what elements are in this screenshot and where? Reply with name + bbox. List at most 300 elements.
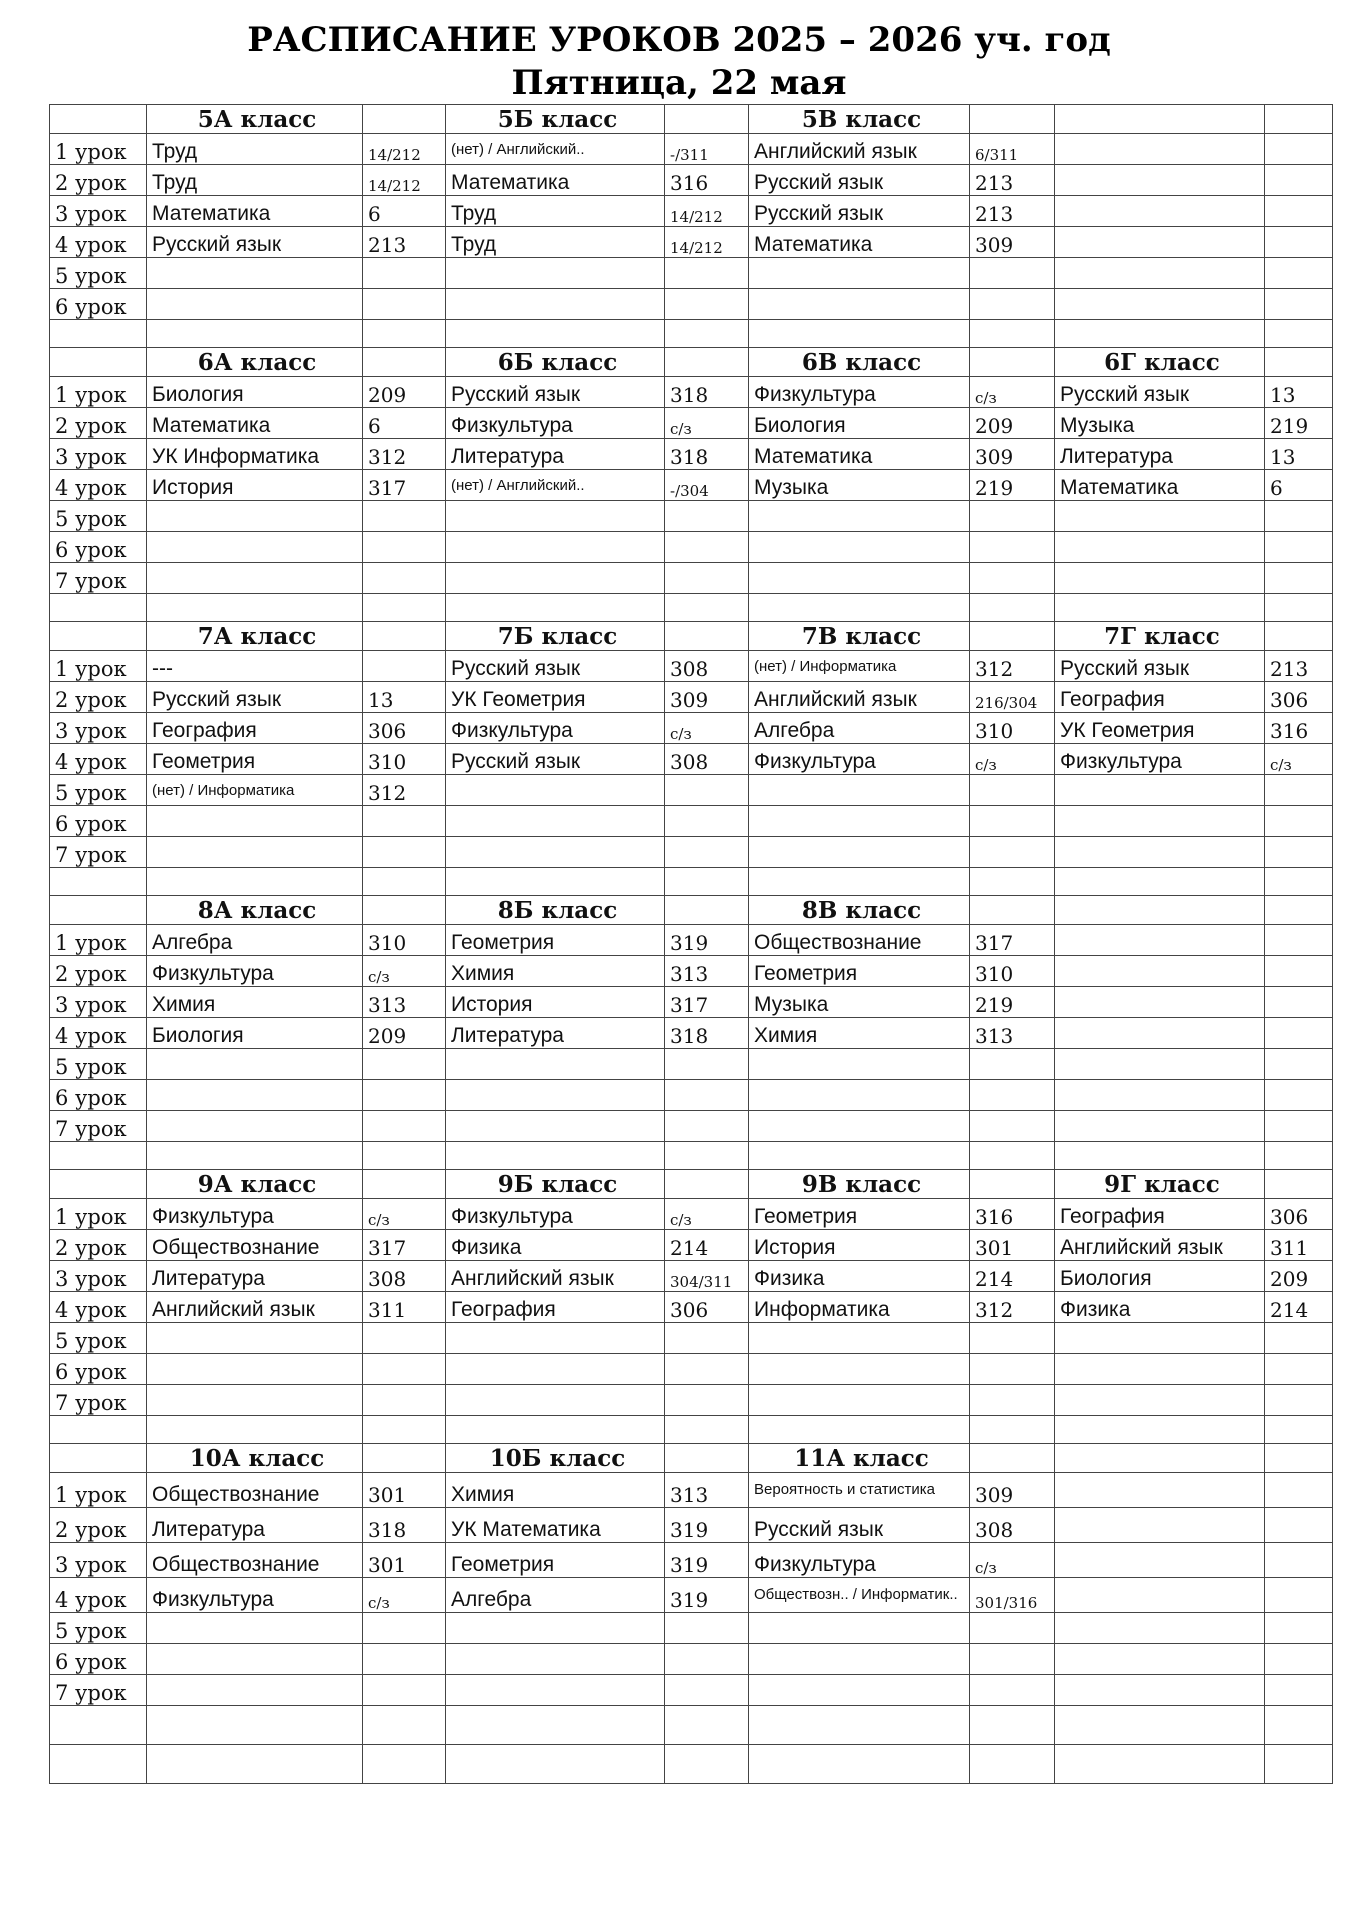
room-cell xyxy=(363,532,446,563)
class-name: 6В класс xyxy=(749,348,970,377)
class-name xyxy=(1055,896,1265,925)
spacer-cell xyxy=(147,868,363,896)
lesson-header-cell xyxy=(50,622,147,651)
subject-cell xyxy=(749,1613,970,1644)
class-name: 10Б класс xyxy=(446,1444,665,1473)
subject-cell xyxy=(147,258,363,289)
table-row xyxy=(50,532,1333,563)
room-cell xyxy=(1265,987,1333,1018)
room-cell: 301 xyxy=(363,1543,446,1578)
lesson-number: 3 урок xyxy=(50,987,147,1018)
spacer-cell xyxy=(1055,320,1265,348)
room-cell: 319 xyxy=(665,925,749,956)
room-cell: 14/212 xyxy=(363,134,446,165)
subject-cell: Вероятность и статистика xyxy=(749,1473,970,1508)
subject-cell: Обществознание xyxy=(147,1543,363,1578)
spacer-cell xyxy=(749,1706,970,1745)
room-cell xyxy=(665,532,749,563)
lesson-header-cell xyxy=(50,348,147,377)
room-cell: с/з xyxy=(665,1199,749,1230)
subject-cell: Русский язык xyxy=(147,227,363,258)
subject-cell xyxy=(446,1613,665,1644)
room-cell: 213 xyxy=(1265,651,1333,682)
spacer-cell xyxy=(970,868,1055,896)
room-cell: 219 xyxy=(1265,408,1333,439)
spacer-cell xyxy=(50,1745,147,1784)
room-cell: 317 xyxy=(665,987,749,1018)
room-cell: 306 xyxy=(363,713,446,744)
subject-cell: Русский язык xyxy=(1055,377,1265,408)
room-cell xyxy=(970,1675,1055,1706)
subject-cell xyxy=(147,1675,363,1706)
subject-cell xyxy=(147,1354,363,1385)
room-header-cell xyxy=(665,896,749,925)
lesson-header-cell xyxy=(50,1170,147,1199)
subject-cell: Физкультура xyxy=(446,713,665,744)
spacer-cell xyxy=(665,1416,749,1444)
class-header-row xyxy=(50,348,1333,377)
room-cell xyxy=(1265,1578,1333,1613)
spacer-cell xyxy=(363,320,446,348)
room-header-cell xyxy=(1265,348,1333,377)
room-header-cell xyxy=(363,622,446,651)
class-name: 8В класс xyxy=(749,896,970,925)
room-cell xyxy=(1265,956,1333,987)
spacer-cell xyxy=(1055,1416,1265,1444)
subject-cell xyxy=(446,1385,665,1416)
subject-cell xyxy=(1055,956,1265,987)
spacer-cell xyxy=(446,868,665,896)
subject-cell: (нет) / Информатика xyxy=(749,651,970,682)
room-header-cell xyxy=(363,105,446,134)
subject-cell: (нет) / Английский.. xyxy=(446,134,665,165)
spacer-cell xyxy=(50,1416,147,1444)
class-name: 5В класс xyxy=(749,105,970,134)
room-header-cell xyxy=(1265,1444,1333,1473)
class-name: 7А класс xyxy=(147,622,363,651)
subject-cell xyxy=(147,1644,363,1675)
subject-cell xyxy=(446,806,665,837)
subject-cell: Физика xyxy=(446,1230,665,1261)
subject-cell xyxy=(1055,1508,1265,1543)
room-cell: 6 xyxy=(1265,470,1333,501)
lesson-number: 3 урок xyxy=(50,1261,147,1292)
spacer-cell xyxy=(1055,1706,1265,1745)
subject-cell xyxy=(147,289,363,320)
spacer-cell xyxy=(970,594,1055,622)
subject-cell: Физкультура xyxy=(147,1578,363,1613)
lesson-number: 4 урок xyxy=(50,227,147,258)
subject-cell: Английский язык xyxy=(749,134,970,165)
room-cell xyxy=(1265,925,1333,956)
room-cell: 318 xyxy=(665,1018,749,1049)
subject-cell: Математика xyxy=(446,165,665,196)
subject-cell xyxy=(147,1111,363,1142)
table-row xyxy=(50,1578,1333,1613)
table-row xyxy=(50,1385,1333,1416)
room-header-cell xyxy=(665,1444,749,1473)
spacer-row xyxy=(50,320,1333,348)
subject-cell: Физкультура xyxy=(147,956,363,987)
room-cell: 301 xyxy=(970,1230,1055,1261)
spacer-cell xyxy=(446,1416,665,1444)
spacer-cell xyxy=(1265,320,1333,348)
room-cell: 318 xyxy=(363,1508,446,1543)
room-cell: 6/311 xyxy=(970,134,1055,165)
subject-cell: УК Информатика xyxy=(147,439,363,470)
subject-cell: Химия xyxy=(446,1473,665,1508)
spacer-cell xyxy=(970,320,1055,348)
table-row xyxy=(50,1613,1333,1644)
class-name: 5А класс xyxy=(147,105,363,134)
subject-cell xyxy=(446,1323,665,1354)
subject-cell xyxy=(1055,563,1265,594)
room-cell xyxy=(1265,165,1333,196)
subject-cell: География xyxy=(147,713,363,744)
subject-cell xyxy=(446,1080,665,1111)
room-cell xyxy=(665,1675,749,1706)
room-cell xyxy=(665,258,749,289)
room-cell xyxy=(1265,806,1333,837)
subject-cell: Английский язык xyxy=(1055,1230,1265,1261)
room-cell: с/з xyxy=(363,1199,446,1230)
room-header-cell xyxy=(1265,622,1333,651)
subject-cell xyxy=(1055,1675,1265,1706)
room-cell xyxy=(665,775,749,806)
room-cell xyxy=(970,1049,1055,1080)
spacer-cell xyxy=(363,594,446,622)
room-cell xyxy=(665,1111,749,1142)
subject-cell xyxy=(749,1111,970,1142)
room-header-cell xyxy=(970,105,1055,134)
room-cell: 13 xyxy=(363,682,446,713)
subject-cell: Русский язык xyxy=(446,377,665,408)
room-cell: 209 xyxy=(363,1018,446,1049)
room-cell xyxy=(970,1613,1055,1644)
lesson-number: 5 урок xyxy=(50,1613,147,1644)
subject-cell: Литература xyxy=(147,1261,363,1292)
subject-cell: Алгебра xyxy=(147,925,363,956)
table-row xyxy=(50,1543,1333,1578)
room-cell: с/з xyxy=(970,377,1055,408)
subject-cell: Русский язык xyxy=(749,196,970,227)
table-row xyxy=(50,987,1333,1018)
room-cell: 318 xyxy=(665,377,749,408)
room-header-cell xyxy=(1265,896,1333,925)
subject-cell: Математика xyxy=(749,227,970,258)
spacer-cell xyxy=(1055,1745,1265,1784)
subject-cell xyxy=(749,1644,970,1675)
table-row xyxy=(50,1261,1333,1292)
class-name: 10А класс xyxy=(147,1444,363,1473)
class-name: 6Г класс xyxy=(1055,348,1265,377)
spacer-cell xyxy=(363,1706,446,1745)
spacer-cell xyxy=(147,320,363,348)
room-cell: 316 xyxy=(1265,713,1333,744)
room-cell xyxy=(363,1323,446,1354)
room-cell xyxy=(363,258,446,289)
room-cell xyxy=(363,1111,446,1142)
lesson-number: 2 урок xyxy=(50,1230,147,1261)
subject-cell: Обществозн.. / Информатик.. xyxy=(749,1578,970,1613)
room-header-cell xyxy=(970,896,1055,925)
room-cell: 313 xyxy=(363,987,446,1018)
spacer-cell xyxy=(970,1416,1055,1444)
room-cell: с/з xyxy=(363,956,446,987)
spacer-cell xyxy=(1265,594,1333,622)
room-cell: 6 xyxy=(363,196,446,227)
subject-cell xyxy=(446,1111,665,1142)
spacer-row xyxy=(50,1142,1333,1170)
table-row xyxy=(50,258,1333,289)
room-cell xyxy=(665,1644,749,1675)
room-cell: 213 xyxy=(363,227,446,258)
room-cell: с/з xyxy=(665,408,749,439)
room-cell: с/з xyxy=(363,1578,446,1613)
lesson-number: 4 урок xyxy=(50,1018,147,1049)
room-header-cell xyxy=(970,1444,1055,1473)
room-cell: 209 xyxy=(363,377,446,408)
subject-cell xyxy=(446,258,665,289)
subject-cell xyxy=(1055,806,1265,837)
lesson-number: 6 урок xyxy=(50,806,147,837)
lesson-number: 6 урок xyxy=(50,1644,147,1675)
subject-cell xyxy=(446,1644,665,1675)
room-cell: 318 xyxy=(665,439,749,470)
room-cell xyxy=(970,1323,1055,1354)
subject-cell xyxy=(1055,134,1265,165)
subject-cell xyxy=(1055,1018,1265,1049)
room-cell xyxy=(363,806,446,837)
room-cell xyxy=(363,1613,446,1644)
lesson-number: 7 урок xyxy=(50,1675,147,1706)
room-cell xyxy=(1265,775,1333,806)
room-cell xyxy=(665,501,749,532)
subject-cell: Физкультура xyxy=(749,1543,970,1578)
room-cell: 301 xyxy=(363,1473,446,1508)
class-name: 8А класс xyxy=(147,896,363,925)
room-cell xyxy=(363,1385,446,1416)
room-cell xyxy=(1265,1508,1333,1543)
spacer-cell xyxy=(1055,1142,1265,1170)
subject-cell xyxy=(1055,532,1265,563)
room-cell: 309 xyxy=(970,439,1055,470)
subject-cell xyxy=(749,258,970,289)
lesson-number: 6 урок xyxy=(50,1354,147,1385)
subject-cell: --- xyxy=(147,651,363,682)
class-name: 7Б класс xyxy=(446,622,665,651)
subject-cell: Обществознание xyxy=(147,1473,363,1508)
subject-cell: Английский язык xyxy=(446,1261,665,1292)
spacer-cell xyxy=(50,320,147,348)
lesson-number: 7 урок xyxy=(50,837,147,868)
subject-cell xyxy=(1055,1613,1265,1644)
table-row xyxy=(50,682,1333,713)
room-cell: 309 xyxy=(970,227,1055,258)
spacer-cell xyxy=(446,320,665,348)
spacer-row xyxy=(50,594,1333,622)
spacer-cell xyxy=(665,868,749,896)
room-cell xyxy=(665,806,749,837)
class-name: 5Б класс xyxy=(446,105,665,134)
table-row xyxy=(50,1354,1333,1385)
subject-cell xyxy=(1055,258,1265,289)
spacer-cell xyxy=(147,1416,363,1444)
table-row xyxy=(50,289,1333,320)
lesson-number: 4 урок xyxy=(50,470,147,501)
room-cell: 301/316 xyxy=(970,1578,1055,1613)
room-cell: с/з xyxy=(1265,744,1333,775)
subject-cell: Музыка xyxy=(749,470,970,501)
table-row xyxy=(50,563,1333,594)
subject-cell xyxy=(1055,1111,1265,1142)
room-cell xyxy=(1265,837,1333,868)
spacer-cell xyxy=(665,1745,749,1784)
room-cell: 317 xyxy=(363,470,446,501)
table-row xyxy=(50,925,1333,956)
table-row xyxy=(50,377,1333,408)
table-row xyxy=(50,1644,1333,1675)
class-name: 6А класс xyxy=(147,348,363,377)
lesson-number: 7 урок xyxy=(50,563,147,594)
room-cell xyxy=(970,501,1055,532)
room-cell xyxy=(1265,1543,1333,1578)
table-row xyxy=(50,1049,1333,1080)
room-cell xyxy=(1265,1473,1333,1508)
room-cell: 311 xyxy=(1265,1230,1333,1261)
subject-cell: Геометрия xyxy=(147,744,363,775)
spacer-cell xyxy=(446,1142,665,1170)
page-title: РАСПИСАНИЕ УРОКОВ 2025 – 2026 уч. год xyxy=(247,20,1111,60)
room-cell: 319 xyxy=(665,1508,749,1543)
spacer-cell xyxy=(749,594,970,622)
room-cell xyxy=(363,1080,446,1111)
room-cell xyxy=(665,1613,749,1644)
spacer-row xyxy=(50,1706,1333,1745)
room-cell xyxy=(970,532,1055,563)
subject-cell xyxy=(1055,925,1265,956)
room-cell xyxy=(970,1385,1055,1416)
room-cell: 308 xyxy=(665,744,749,775)
room-cell xyxy=(665,289,749,320)
subject-cell xyxy=(749,1323,970,1354)
room-cell xyxy=(1265,1385,1333,1416)
room-cell xyxy=(970,563,1055,594)
lesson-number: 4 урок xyxy=(50,1578,147,1613)
subject-cell: Физкультура xyxy=(749,377,970,408)
subject-cell: Русский язык xyxy=(147,682,363,713)
room-cell: 319 xyxy=(665,1543,749,1578)
room-cell: 14/212 xyxy=(665,227,749,258)
spacer-cell xyxy=(147,594,363,622)
subject-cell: Труд xyxy=(446,227,665,258)
spacer-cell xyxy=(363,868,446,896)
lesson-header-cell xyxy=(50,1444,147,1473)
lesson-header-cell xyxy=(50,896,147,925)
class-header-row xyxy=(50,1170,1333,1199)
room-cell xyxy=(363,1354,446,1385)
subject-cell xyxy=(1055,227,1265,258)
spacer-cell xyxy=(446,1745,665,1784)
subject-cell xyxy=(147,1613,363,1644)
lesson-number: 3 урок xyxy=(50,1543,147,1578)
subject-cell xyxy=(1055,1049,1265,1080)
table-row xyxy=(50,134,1333,165)
subject-cell xyxy=(147,806,363,837)
room-cell xyxy=(363,651,446,682)
lesson-number: 2 урок xyxy=(50,408,147,439)
subject-cell xyxy=(1055,775,1265,806)
subject-cell xyxy=(446,532,665,563)
room-cell xyxy=(1265,134,1333,165)
room-cell xyxy=(1265,196,1333,227)
room-cell: 309 xyxy=(665,682,749,713)
subject-cell xyxy=(446,289,665,320)
class-name: 7Г класс xyxy=(1055,622,1265,651)
room-cell: 209 xyxy=(970,408,1055,439)
subject-cell xyxy=(446,1049,665,1080)
subject-cell: История xyxy=(147,470,363,501)
spacer-cell xyxy=(749,1416,970,1444)
subject-cell: Обществознание xyxy=(749,925,970,956)
room-cell xyxy=(970,775,1055,806)
room-cell: 306 xyxy=(1265,1199,1333,1230)
subject-cell xyxy=(1055,1080,1265,1111)
room-cell xyxy=(1265,1354,1333,1385)
spacer-cell xyxy=(970,1706,1055,1745)
page-subtitle: Пятница, 22 мая xyxy=(511,63,847,103)
room-cell xyxy=(665,563,749,594)
room-cell xyxy=(970,289,1055,320)
spacer-row xyxy=(50,1416,1333,1444)
subject-cell: Физкультура xyxy=(147,1199,363,1230)
subject-cell xyxy=(446,1354,665,1385)
room-cell xyxy=(970,1080,1055,1111)
subject-cell: Русский язык xyxy=(446,744,665,775)
lesson-number: 7 урок xyxy=(50,1385,147,1416)
lesson-number: 5 урок xyxy=(50,501,147,532)
room-cell: с/з xyxy=(665,713,749,744)
room-cell xyxy=(1265,1018,1333,1049)
table-row xyxy=(50,1508,1333,1543)
room-cell xyxy=(1265,563,1333,594)
room-cell xyxy=(1265,1644,1333,1675)
lesson-number: 6 урок xyxy=(50,289,147,320)
subject-cell xyxy=(749,1354,970,1385)
room-cell xyxy=(363,563,446,594)
lesson-number: 1 урок xyxy=(50,1473,147,1508)
lesson-number: 3 урок xyxy=(50,439,147,470)
table-row xyxy=(50,713,1333,744)
lesson-number: 3 урок xyxy=(50,713,147,744)
room-cell: 317 xyxy=(363,1230,446,1261)
subject-cell: Физкультура xyxy=(1055,744,1265,775)
subject-cell: Физика xyxy=(749,1261,970,1292)
subject-cell: Английский язык xyxy=(147,1292,363,1323)
table-row xyxy=(50,1230,1333,1261)
room-cell xyxy=(665,1354,749,1385)
class-name: 6Б класс xyxy=(446,348,665,377)
subject-cell xyxy=(749,1080,970,1111)
spacer-cell xyxy=(363,1416,446,1444)
spacer-cell xyxy=(363,1745,446,1784)
subject-cell xyxy=(446,1675,665,1706)
subject-cell: Физкультура xyxy=(446,1199,665,1230)
table-row xyxy=(50,227,1333,258)
room-cell xyxy=(1265,532,1333,563)
spacer-cell xyxy=(970,1745,1055,1784)
class-name: 9В класс xyxy=(749,1170,970,1199)
